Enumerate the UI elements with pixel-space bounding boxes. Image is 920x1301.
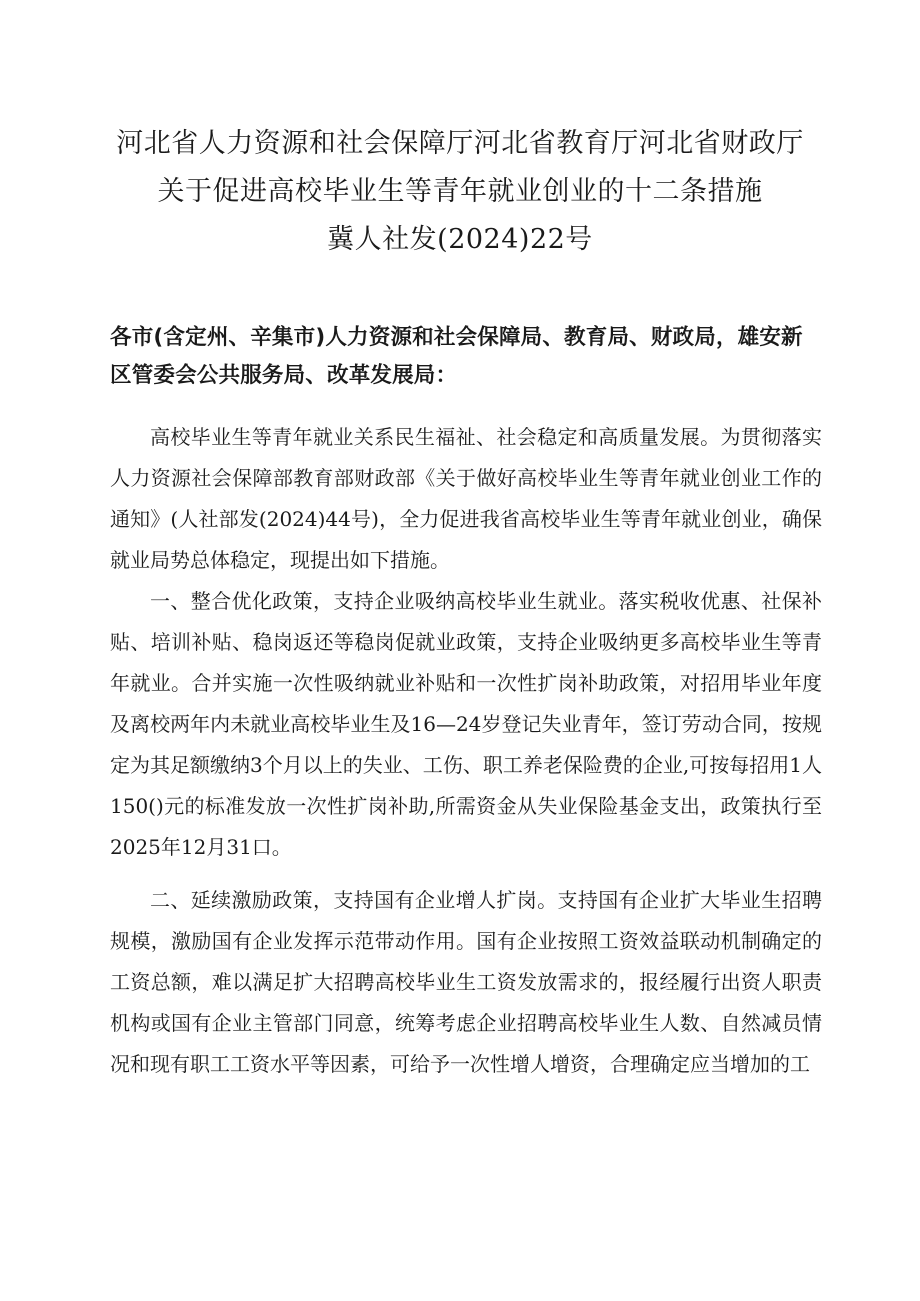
title-line-subject: 关于促进高校毕业生等青年就业创业的十二条措施	[157, 176, 763, 207]
title-line-issuers: 河北省人力资源和社会保障厅河北省教育厅河北省财政厅	[116, 128, 804, 159]
addressee-line: 各市(含定州、辛集市)人力资源和社会保障局、教育局、财政局，雄安新区管委会公共服务局、改革发展局：	[110, 325, 803, 388]
document-body	[110, 417, 822, 1085]
document-number: 冀人社发(2024)22号	[327, 224, 593, 255]
paragraph-intro: 高校毕业生等青年就业关系民生福祉、社会稳定和高质量发展。为贯彻落实人力资源社会保障部教育部财政部《关于做好高校毕业生等青年就业创业工作的通知》(人社部发(2024)44号)，全力促进我省高校毕业生等青年就业创业，确保就业局势总体稳定，现提出如下措施。	[110, 425, 822, 572]
paragraph-measure-1: 一、整合优化政策，支持企业吸纳高校毕业生就业。落实税收优惠、社保补贴、培训补贴、稳岗返还等稳岗促就业政策，支持企业吸纳更多高校毕业生等青年就业。合并实施一次性吸纳就业补贴和一次性扩岗补助政策，对招用毕业年度及离校两年内未就业高校毕业生及16—24岁登记失业青年，签订劳动合同，按规定为其足额缴纳3个月以上的失业、工伤、职工养老保险费的企业,可按每招用1人150()元的标准发放一次性扩岗补助,所需资金从失业保险基金支出，政策执行至2025年12月31口。	[110, 589, 822, 859]
paragraph-measure-2: 二、延续激励政策，支持国有企业增人扩岗。支持国有企业扩大毕业生招聘规模，激励国有企业发挥示范带动作用。国有企业按照工资效益联动机制确定的工资总额，难以满足扩大招聘高校毕业生工资发放需求的，报经履行出资人职责机构或国有企业主管部门同意，统筹考虑企业招聘高校毕业生人数、自然减员情况和现有职工工资水平等因素，可给予一次性增人增资，合理确定应当增加的工	[110, 888, 822, 1076]
document-title	[0, 120, 920, 264]
